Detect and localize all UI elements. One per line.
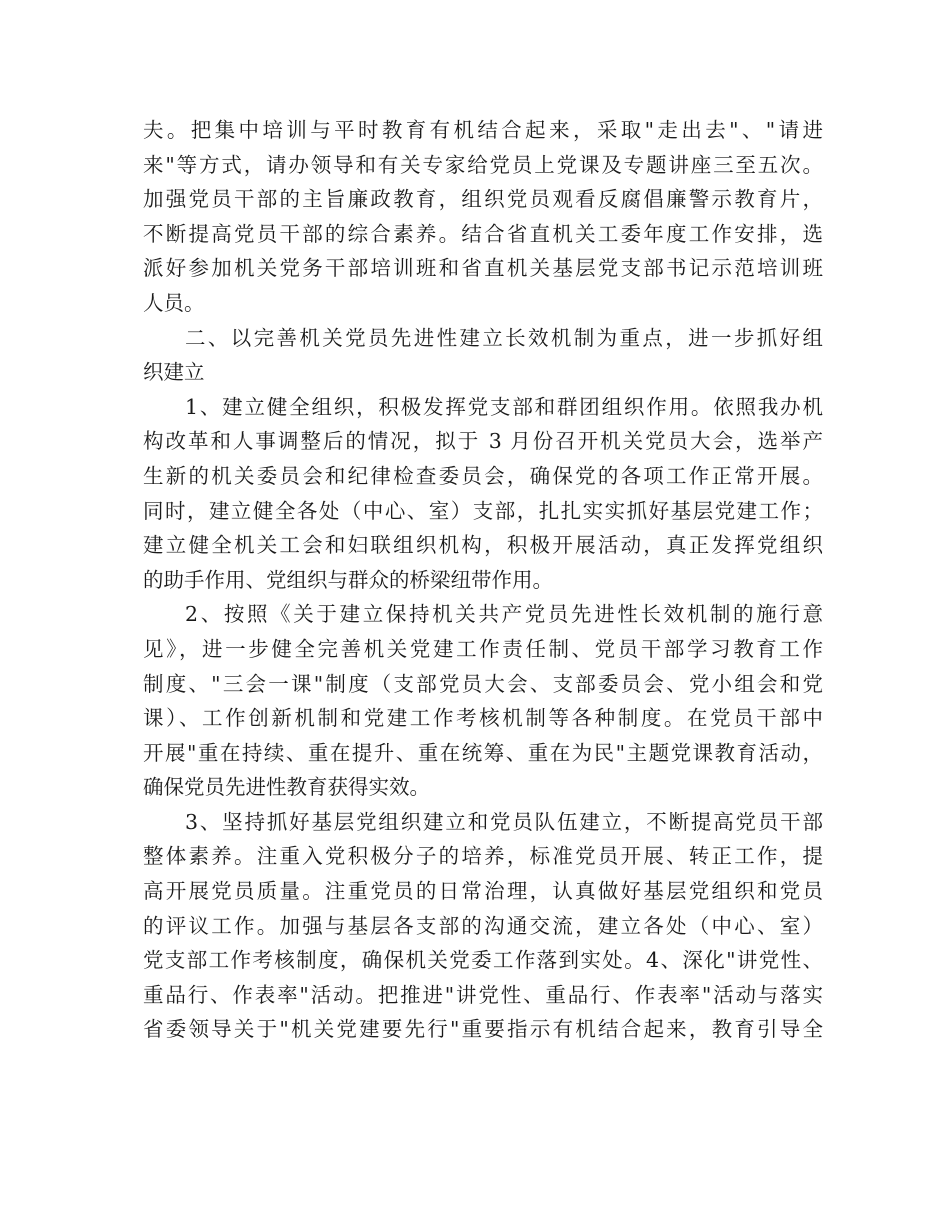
paragraph-first-line: 2、按照《关于建立保持机关共产党员先进性长效机制的施行意 (185, 602, 823, 627)
text-line: 人员。 (143, 290, 205, 315)
document-body (143, 113, 823, 1047)
text-line: 的助手作用、党组织与群众的桥梁纽带作用。 (143, 567, 553, 592)
text-line: 同时，建立健全各处（中心、室）支部，扎扎实实抓好基层党建工作； (143, 498, 823, 523)
text-line: 党支部工作考核制度，确保机关党委工作落到实处。4、深化"讲党性、 (143, 948, 823, 973)
section-heading-continued: 织建立 (143, 360, 205, 385)
text-line: 见》，进一步健全完善机关党建工作责任制、党员干部学习教育工作 (143, 636, 823, 661)
text-line: 来"等方式，请办领导和有关专家给党员上党课及专题讲座三至五次。 (143, 152, 823, 177)
text-line: 整体素养。注重入党积极分子的培养，标准党员开展、转正工作，提 (143, 844, 823, 869)
text-line: 构改革和人事调整后的情况，拟于 3 月份召开机关党员大会，选举产 (143, 429, 823, 454)
section-heading: 二、以完善机关党员先进性建立长效机制为重点，进一步抓好组 (185, 325, 823, 350)
text-line: 课）、工作创新机制和党建工作考核机制等各种制度。在党员干部中 (143, 706, 823, 731)
text-line: 建立健全机关工会和妇联组织机构，积极开展活动，真正发挥党组织 (143, 533, 823, 558)
text-line: 加强党员干部的主旨廉政教育，组织党员观看反腐倡廉警示教育片， (143, 187, 823, 212)
text-line: 夫。把集中培训与平时教育有机结合起来，采取"走出去"、"请进 (143, 118, 823, 142)
paragraph-first-line: 1、建立健全组织，积极发挥党支部和群团组织作用。依照我办机 (185, 394, 823, 419)
paragraph-first-line: 3、坚持抓好基层党组织建立和党员队伍建立，不断提高党员干部 (185, 809, 823, 834)
text-line: 制度、"三会一课"制度（支部党员大会、支部委员会、党小组会和党 (143, 671, 823, 696)
text-line: 高开展党员质量。注重党员的日常治理，认真做好基层党组织和党员 (143, 879, 823, 904)
text-line: 生新的机关委员会和纪律检查委员会，确保党的各项工作正常开展。 (143, 463, 823, 488)
text-line: 不断提高党员干部的综合素养。结合省直机关工委年度工作安排，选 (143, 221, 823, 246)
text-line: 确保党员先进性教育获得实效。 (143, 775, 430, 800)
text-line: 省委领导关于"机关党建要先行"重要指示有机结合起来，教育引导全 (143, 1017, 823, 1042)
text-line: 重品行、作表率"活动。把推进"讲党性、重品行、作表率"活动与落实 (143, 982, 823, 1007)
text-line: 派好参加机关党务干部培训班和省直机关基层党支部书记示范培训班 (143, 256, 823, 281)
text-line: 的评议工作。加强与基层各支部的沟通交流，建立各处（中心、室） (143, 913, 823, 938)
text-line: 开展"重在持续、重在提升、重在统筹、重在为民"主题党课教育活动， (143, 740, 823, 765)
